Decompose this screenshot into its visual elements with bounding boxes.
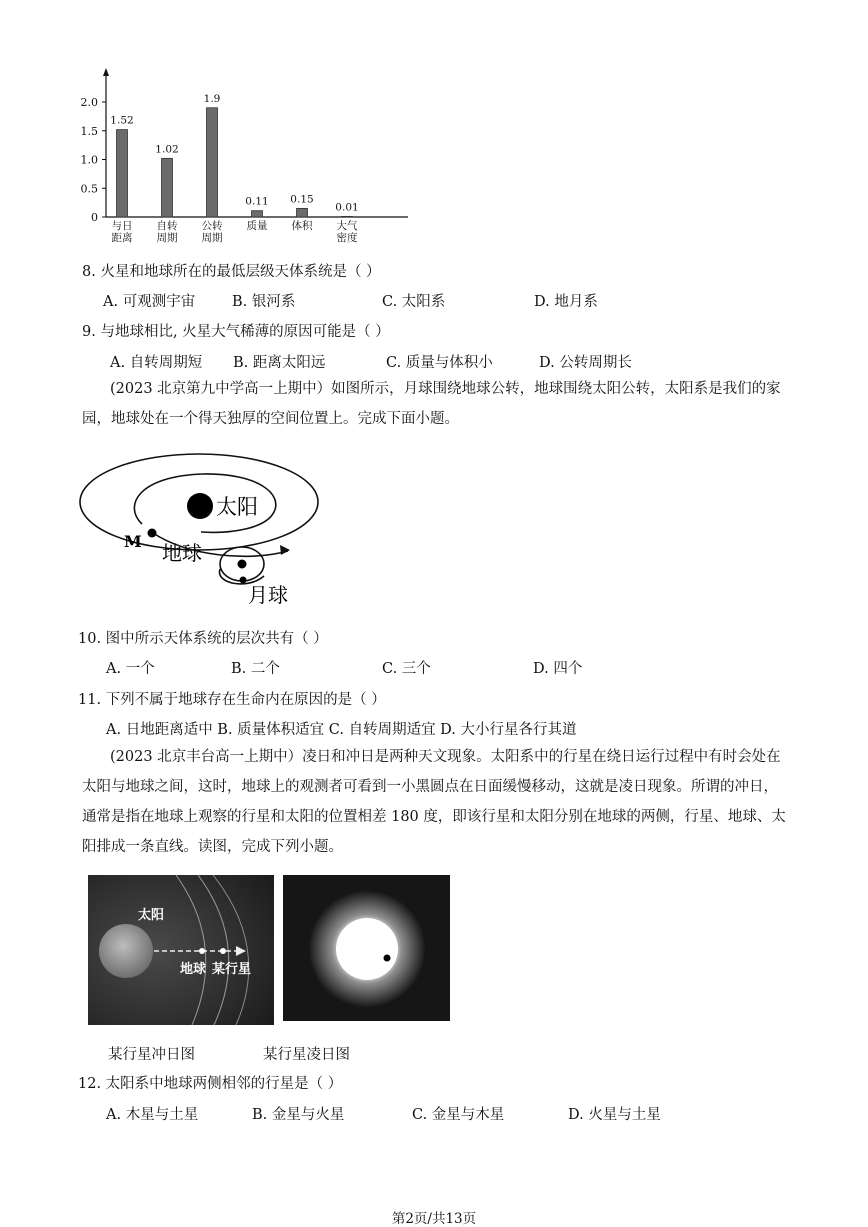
data-label: 1.02 <box>155 143 179 156</box>
planet-dot-icon <box>220 948 226 954</box>
q12-option-a: A. 木星与土星 <box>106 1107 199 1123</box>
q10-option-a: A. 一个 <box>106 661 155 677</box>
data-label: 1.52 <box>110 114 134 127</box>
bar-chart <box>70 60 420 255</box>
category-label: 大气 <box>336 220 358 232</box>
y-tick-label: 1.5 <box>80 124 98 138</box>
intro-paragraph-3-text: (2023 北京丰台高一上期中）凌日和冲日是两种天文现象。太阳系中的行星在绕日运行过程中有时会处在太阳与地球之间，这时，地球上的观测者可看到一小黑圆点在日面缓慢移动，这就是凌日现象。所谓的冲日，通常是指在地球上观察的行星和太阳的位置相差 180 度，即该行星和太阳分别在地球的两侧，行星、地球、太阳排成一条直线。读图，完成下列小题。 <box>82 749 786 855</box>
category-label: 周期 <box>201 232 223 244</box>
q9-option-d: D. 公转周期长 <box>539 355 632 371</box>
page-footer: 第2页/共13页 <box>391 1211 477 1227</box>
category-label: 距离 <box>111 232 133 244</box>
photo-sun-label: 太阳 <box>138 908 165 923</box>
category-label: 自转 <box>156 220 178 232</box>
caption-opposition: 某行星冲日图 <box>108 1047 195 1063</box>
y-axis-arrow-icon <box>103 68 109 76</box>
intro-paragraph-2 <box>82 374 787 434</box>
y-tick-label: 1.0 <box>80 153 98 167</box>
sun-image-icon <box>99 924 153 978</box>
moon-label: 月球 <box>248 583 288 607</box>
q8-option-c: C. 太阳系 <box>382 294 446 310</box>
earth-icon <box>238 560 247 569</box>
q9-option-b: B. 距离太阳远 <box>233 355 326 371</box>
bar <box>207 108 218 217</box>
category-label: 体积 <box>291 220 313 232</box>
q8-option-d: D. 地月系 <box>534 294 598 310</box>
question-12-stem: 12. 太阳系中地球两侧相邻的行星是（ ） <box>78 1076 343 1092</box>
earth-point-m <box>148 529 157 538</box>
m-label: M <box>124 532 142 551</box>
moon-icon <box>240 577 247 584</box>
q9-option-a: A. 自转周期短 <box>110 355 203 371</box>
sun-label: 太阳 <box>216 495 258 519</box>
caption-transit: 某行星凌日图 <box>263 1047 350 1063</box>
q11-options: A. 日地距离适中 B. 质量体积适宜 C. 自转周期适宜 D. 大小行星各行其道 <box>106 722 577 738</box>
bar <box>342 216 353 217</box>
sun-icon <box>187 493 213 519</box>
q12-option-c: C. 金星与木星 <box>412 1107 505 1123</box>
bar <box>297 208 308 217</box>
q10-option-d: D. 四个 <box>533 661 583 677</box>
q9-option-c: C. 质量与体积小 <box>386 355 493 371</box>
sun-earth-moon-diagram <box>78 446 328 611</box>
question-10-stem: 10. 图中所示天体系统的层次共有（ ） <box>78 631 328 647</box>
data-label: 0.01 <box>335 201 359 214</box>
photo-planet-label: 某行星 <box>212 962 252 977</box>
question-8-stem: 8. 火星和地球所在的最低层级天体系统是（ ） <box>82 264 381 280</box>
category-label: 公转 <box>201 220 223 232</box>
data-label: 0.15 <box>290 193 314 206</box>
question-11-stem: 11. 下列不属于地球存在生命内在原因的是（ ） <box>78 692 386 708</box>
y-tick-label: 0 <box>91 211 98 224</box>
earth-label: 地球 <box>162 541 202 565</box>
bar <box>117 130 128 217</box>
intro-paragraph-2-text: (2023 北京第九中学高一上期中）如图所示，月球围绕地球公转，地球围绕太阳公转，太阳系是我们的家园，地球处在一个得天独厚的空间位置上。完成下面小题。 <box>82 381 781 427</box>
q10-option-b: B. 二个 <box>231 661 280 677</box>
data-label: 1.9 <box>203 92 221 105</box>
transiting-planet-icon <box>384 955 391 962</box>
opposition-photo <box>88 875 274 1025</box>
photo-earth-label: 地球 <box>180 962 207 977</box>
transit-photo <box>283 875 450 1021</box>
bar <box>252 211 263 217</box>
category-label: 质量 <box>246 220 268 232</box>
q8-option-b: B. 银河系 <box>232 294 296 310</box>
earth-dot-icon <box>199 948 205 954</box>
q12-option-b: B. 金星与火星 <box>252 1107 345 1123</box>
q10-option-c: C. 三个 <box>382 661 431 677</box>
orbit-arrow-icon <box>280 545 290 555</box>
intro-paragraph-3 <box>82 742 787 862</box>
data-label: 0.11 <box>245 195 269 208</box>
question-9-stem: 9. 与地球相比, 火星大气稀薄的原因可能是（ ） <box>82 324 390 340</box>
sun-disk-icon <box>336 918 398 980</box>
category-label: 密度 <box>336 232 358 244</box>
bar <box>162 158 173 217</box>
q8-option-a: A. 可观测宇宙 <box>103 294 196 310</box>
y-tick-label: 0.5 <box>80 182 98 196</box>
category-label: 周期 <box>156 232 178 244</box>
q12-option-d: D. 火星与土星 <box>568 1107 661 1123</box>
category-label: 与日 <box>111 220 133 232</box>
y-tick-label: 2.0 <box>80 96 98 109</box>
